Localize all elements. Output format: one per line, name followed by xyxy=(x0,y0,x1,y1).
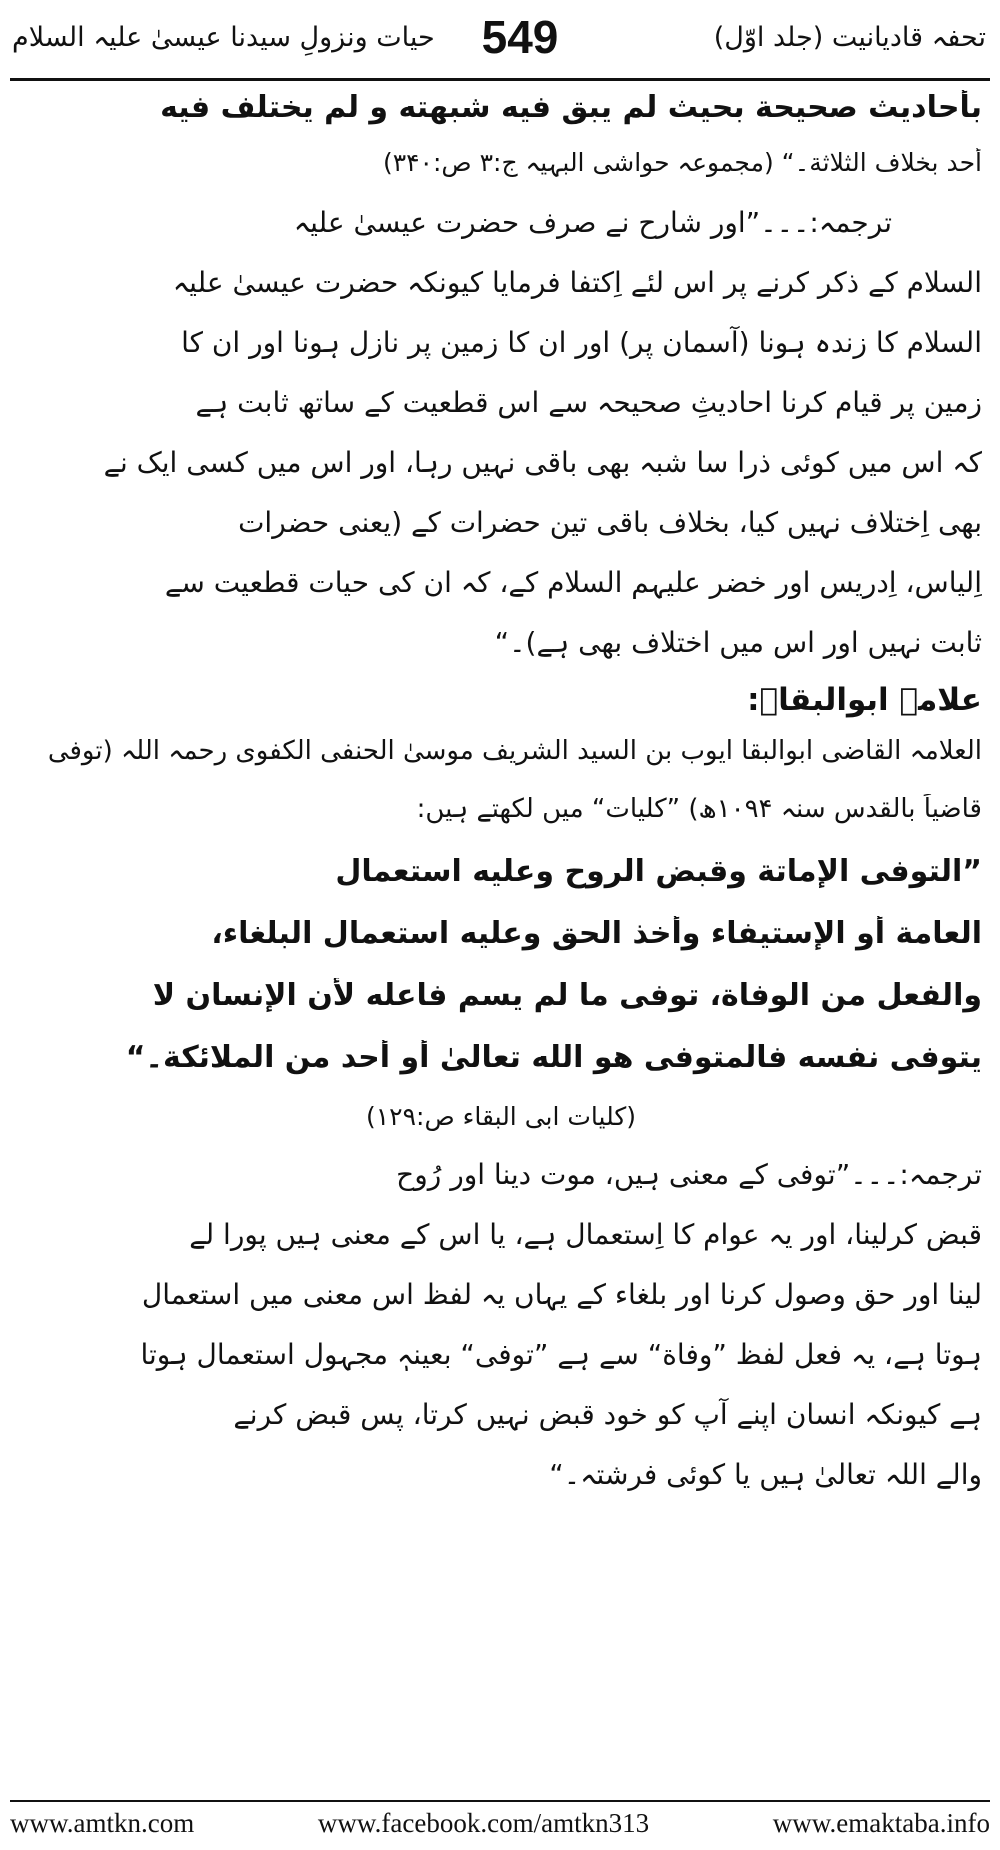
footer-rule xyxy=(10,1800,990,1802)
footer-link-facebook[interactable]: www.facebook.com/amtkn313 xyxy=(317,1808,650,1838)
source-reference: (کلیات ابی البقاء ص:۱۲۹) xyxy=(365,1102,637,1131)
arabic-quote-line: يتوفى نفسه فالمتوفى هو الله تعالىٰ أو أحد من الملائكة۔“ xyxy=(125,1040,982,1075)
page-header xyxy=(0,0,1000,80)
chapter-title: حیات ونزولِ سیدنا عیسیٰ علیہ السلام xyxy=(12,22,435,53)
arabic-quote-line: ”التوفی الإماتة وقبض الروح وعليه استعمال xyxy=(335,854,982,889)
translation-line: بھی اِختلاف نہیں کیا، بخلاف باقی تین حضرات کے (یعنی حضرات xyxy=(238,506,982,539)
translation-line: اِلیاس، اِدریس اور خضر علیہم السلام کے، کہ ان کی حیات قطعیت سے xyxy=(164,566,982,599)
header-rule xyxy=(10,78,990,81)
page-body xyxy=(20,90,982,1790)
translation-line: السلام کے ذکر کرنے پر اس لئے اِکتفا فرمایا کیونکہ حضرت عیسیٰ علیہ xyxy=(172,266,982,299)
translation-line: لینا اور حق وصول کرنا اور بلغاء کے یہاں یہ لفظ اس معنی میں استعمال xyxy=(141,1278,982,1311)
translation-line: کہ اس میں کوئی ذرا سا شبہ بھی باقی نہیں رہا، اور اس میں کسی ایک نے xyxy=(103,446,982,479)
arabic-quote-line: والفعل من الوفاة، توفى ما لم يسم فاعله لأن الإنسان لا xyxy=(152,978,982,1013)
book-title: تحفہ قادیانیت (جلد اوّل) xyxy=(713,22,986,53)
translation-line: ترجمہ:۔۔۔”اور شارح نے صرف حضرت عیسیٰ علیہ xyxy=(293,206,892,239)
arabic-quote-line: العامة أو الإستيفاء وأخذ الحق وعليه استعمال البلغاء، xyxy=(211,916,982,951)
arabic-quote-line: بأحاديث صحيحة بحيث لم يبق فيه شبهته و لم يختلف فيه xyxy=(160,90,982,125)
section-heading: علامہ ابوالبقاؒ: xyxy=(747,682,982,718)
arabic-quote-line-with-reference: أحد بخلاف الثلاثة۔“ (مجموعہ حواشی البہیہ ج:۳ ص:۳۴۰) xyxy=(382,148,982,177)
translation-line: ہے کیونکہ انسان اپنے آپ کو خود قبض نہیں کرتا، پس قبض کرنے xyxy=(233,1398,982,1431)
footer-link-emaktaba[interactable]: www.emaktaba.info xyxy=(772,1808,990,1838)
page-footer xyxy=(10,1808,990,1839)
translation-line: والے اللہ تعالیٰ ہیں یا کوئی فرشتہ۔“ xyxy=(549,1458,982,1491)
biography-line: العلامہ القاضی ابوالبقا ایوب بن السید الشریف موسیٰ الحنفی الکفوی رحمہ اللہ (توفی xyxy=(47,736,982,766)
page-number: 549 xyxy=(481,11,559,63)
translation-line: قبض کرلینا، اور یہ عوام کا اِستعمال ہے، یا اس کے معنی ہیں پورا لے xyxy=(189,1218,982,1251)
translation-line: ثابت نہیں اور اس میں اختلاف بھی ہے)۔“ xyxy=(494,626,982,659)
translation-line: ہوتا ہے، یہ فعل لفظ ”وفاة“ سے ہے ”توفی“ بعینہٖ مجہول استعمال ہوتا xyxy=(140,1338,982,1371)
biography-line: قاضیاً بالقدس سنہ ۱۰۹۴ھ) ”کلیات“ میں لکھتے ہیں: xyxy=(416,794,982,824)
footer-link-amtkn[interactable]: www.amtkn.com xyxy=(10,1808,195,1838)
translation-line: السلام کا زندہ ہونا (آسمان پر) اور ان کا زمین پر نازل ہونا اور ان کا xyxy=(181,326,982,359)
translation-line: زمین پر قیام کرنا احادیثِ صحیحہ سے اس قطعیت کے ساتھ ثابت ہے xyxy=(195,386,982,419)
translation-line: ترجمہ:۔۔۔”توفی کے معنی ہیں، موت دینا اور رُوح xyxy=(396,1158,982,1191)
